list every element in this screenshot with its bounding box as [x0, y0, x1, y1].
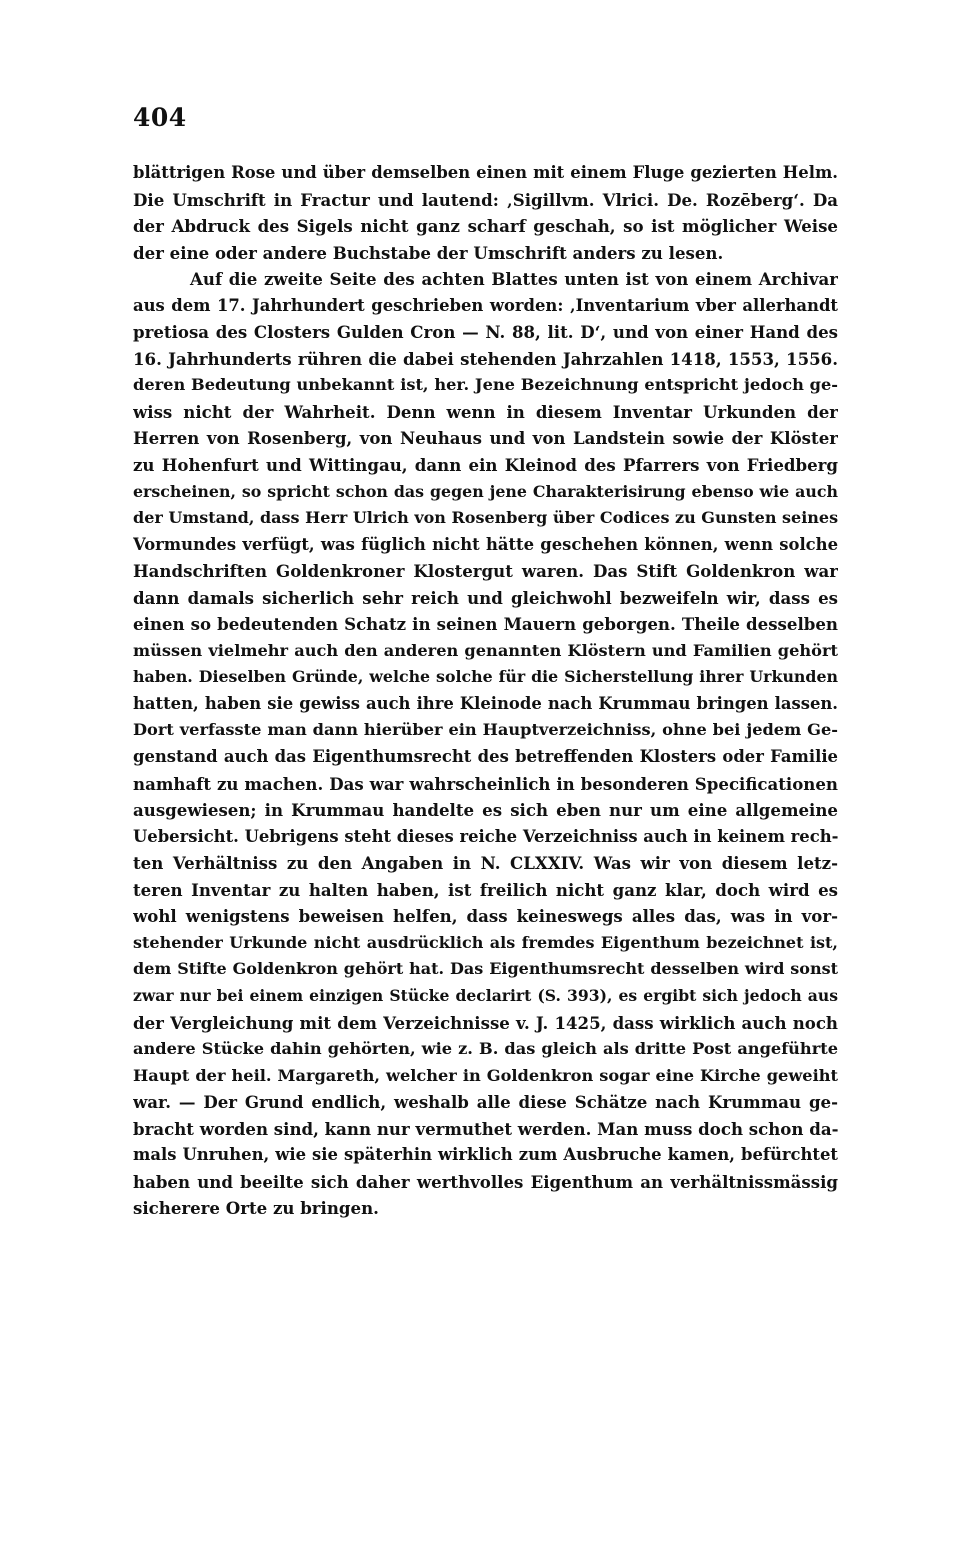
body-text	[133, 160, 838, 1222]
text-line: wohl wenigstens beweisen helfen, dass keineswegs alles das, was in vor-	[133, 906, 838, 927]
text-line: Haupt der heil. Margareth, welcher in Goldenkron sogar eine Kirche geweiht	[133, 1065, 838, 1085]
text-line: deren Bedeutung unbekannt ist, her. Jene Bezeichnung entspricht jedoch ge-	[133, 375, 838, 395]
text-line: blättrigen Rose und über demselben einen mit einem Fluge gezierten Helm.	[133, 163, 838, 182]
text-line: Die Umschrift in Fractur und lautend: ‚Sigillvm. Vlrici. De. Rozēberg‘. Da	[133, 189, 838, 210]
text-line: zu Hohenfurt und Wittingau, dann ein Kleinod des Pfarrers von Friedberg	[133, 455, 838, 476]
text-line: haben und beeilte sich daher werthvolles Eigenthum an verhältnissmässig	[133, 1171, 838, 1192]
text-line: stehender Urkunde nicht ausdrücklich als fremdes Eigenthum bezeichnet ist,	[133, 932, 838, 952]
text-line: erscheinen, so spricht schon das gegen jene Charakterisirung ebenso wie auch	[133, 481, 838, 501]
page-number: 404	[133, 103, 187, 132]
text-line: mals Unruhen, wie sie späterhin wirklich zum Ausbruche kamen, befürchtet	[133, 1145, 838, 1165]
text-line: Handschriften Goldenkroner Klostergut waren. Das Stift Goldenkron war	[133, 561, 838, 582]
text-line: Uebersicht. Uebrigens steht dieses reiche Verzeichniss auch in keinem rech-	[133, 826, 838, 846]
text-line: aus dem 17. Jahrhundert geschrieben worden: ‚Inventarium vber allerhandt	[133, 295, 838, 315]
text-line: der eine oder andere Buchstabe der Umschrift anders zu lesen.	[133, 242, 724, 263]
text-line: müssen vielmehr auch den anderen genannten Klöstern und Familien gehört	[133, 640, 838, 660]
text-line: bracht worden sind, kann nur vermuthet werden. Man muss doch schon da-	[133, 1118, 838, 1139]
text-line: sicherere Orte zu bringen.	[133, 1198, 379, 1219]
text-line: andere Stücke dahin gehörten, wie z. B. das gleich als dritte Post angeführte	[133, 1039, 838, 1059]
text-line: war. — Der Grund endlich, weshalb alle diese Schätze nach Krummau ge-	[133, 1092, 838, 1113]
text-line: 16. Jahrhunderts rühren die dabei stehenden Jahrzahlen 1418, 1553, 1556.	[133, 348, 838, 369]
text-line: der Abdruck des Sigels nicht ganz scharf geschah, so ist möglicher Weise	[133, 216, 838, 237]
text-line: zwar nur bei einem einzigen Stücke declarirt (S. 393), es ergibt sich jedoch aus	[133, 985, 838, 1005]
text-line: dem Stifte Goldenkron gehört hat. Das Eigenthumsrecht desselben wird sonst	[133, 959, 838, 979]
text-line: der Vergleichung mit dem Verzeichnisse v. J. 1425, dass wirklich auch noch	[133, 1012, 838, 1033]
text-line: pretiosa des Closters Gulden Cron — N. 88, lit. D‘, und von einer Hand des	[133, 322, 838, 343]
text-line: Dort verfasste man dann hierüber ein Hauptverzeichniss, ohne bei jedem Ge-	[133, 720, 838, 740]
text-line: Vormundes verfügt, was füglich nicht hätte geschehen können, wenn solche	[133, 534, 838, 554]
text-line: ten Verhältniss zu den Angaben in N. CLXXIV. Was wir von diesem letz-	[133, 853, 838, 874]
text-line: dann damals sicherlich sehr reich und gleichwohl bezweifeln wir, dass es	[133, 587, 838, 608]
text-line: wiss nicht der Wahrheit. Denn wenn in diesem Inventar Urkunden der	[133, 401, 838, 422]
text-line: Herren von Rosenberg, von Neuhaus und von Landstein sowie der Klöster	[133, 428, 838, 449]
text-line: Auf die zweite Seite des achten Blattes unten ist von einem Archivar	[190, 269, 838, 290]
text-line: genstand auch das Eigenthumsrecht des betreffenden Klosters oder Familie	[133, 747, 838, 767]
text-line: ausgewiesen; in Krummau handelte es sich eben nur um eine allgemeine	[133, 800, 838, 821]
text-line: der Umstand, dass Herr Ulrich von Rosenberg über Codices zu Gunsten seines	[133, 508, 838, 528]
text-line: namhaft zu machen. Das war wahrscheinlich in besonderen Specificationen	[133, 773, 838, 794]
text-line: einen so bedeutenden Schatz in seinen Mauern geborgen. Theile desselben	[133, 614, 838, 635]
text-line: haben. Dieselben Gründe, welche solche für die Sicherstellung ihrer Urkunden	[133, 667, 838, 687]
text-line: hatten, haben sie gewiss auch ihre Kleinode nach Krummau bringen lassen.	[133, 693, 838, 713]
text-line: teren Inventar zu halten haben, ist freilich nicht ganz klar, doch wird es	[133, 879, 838, 900]
